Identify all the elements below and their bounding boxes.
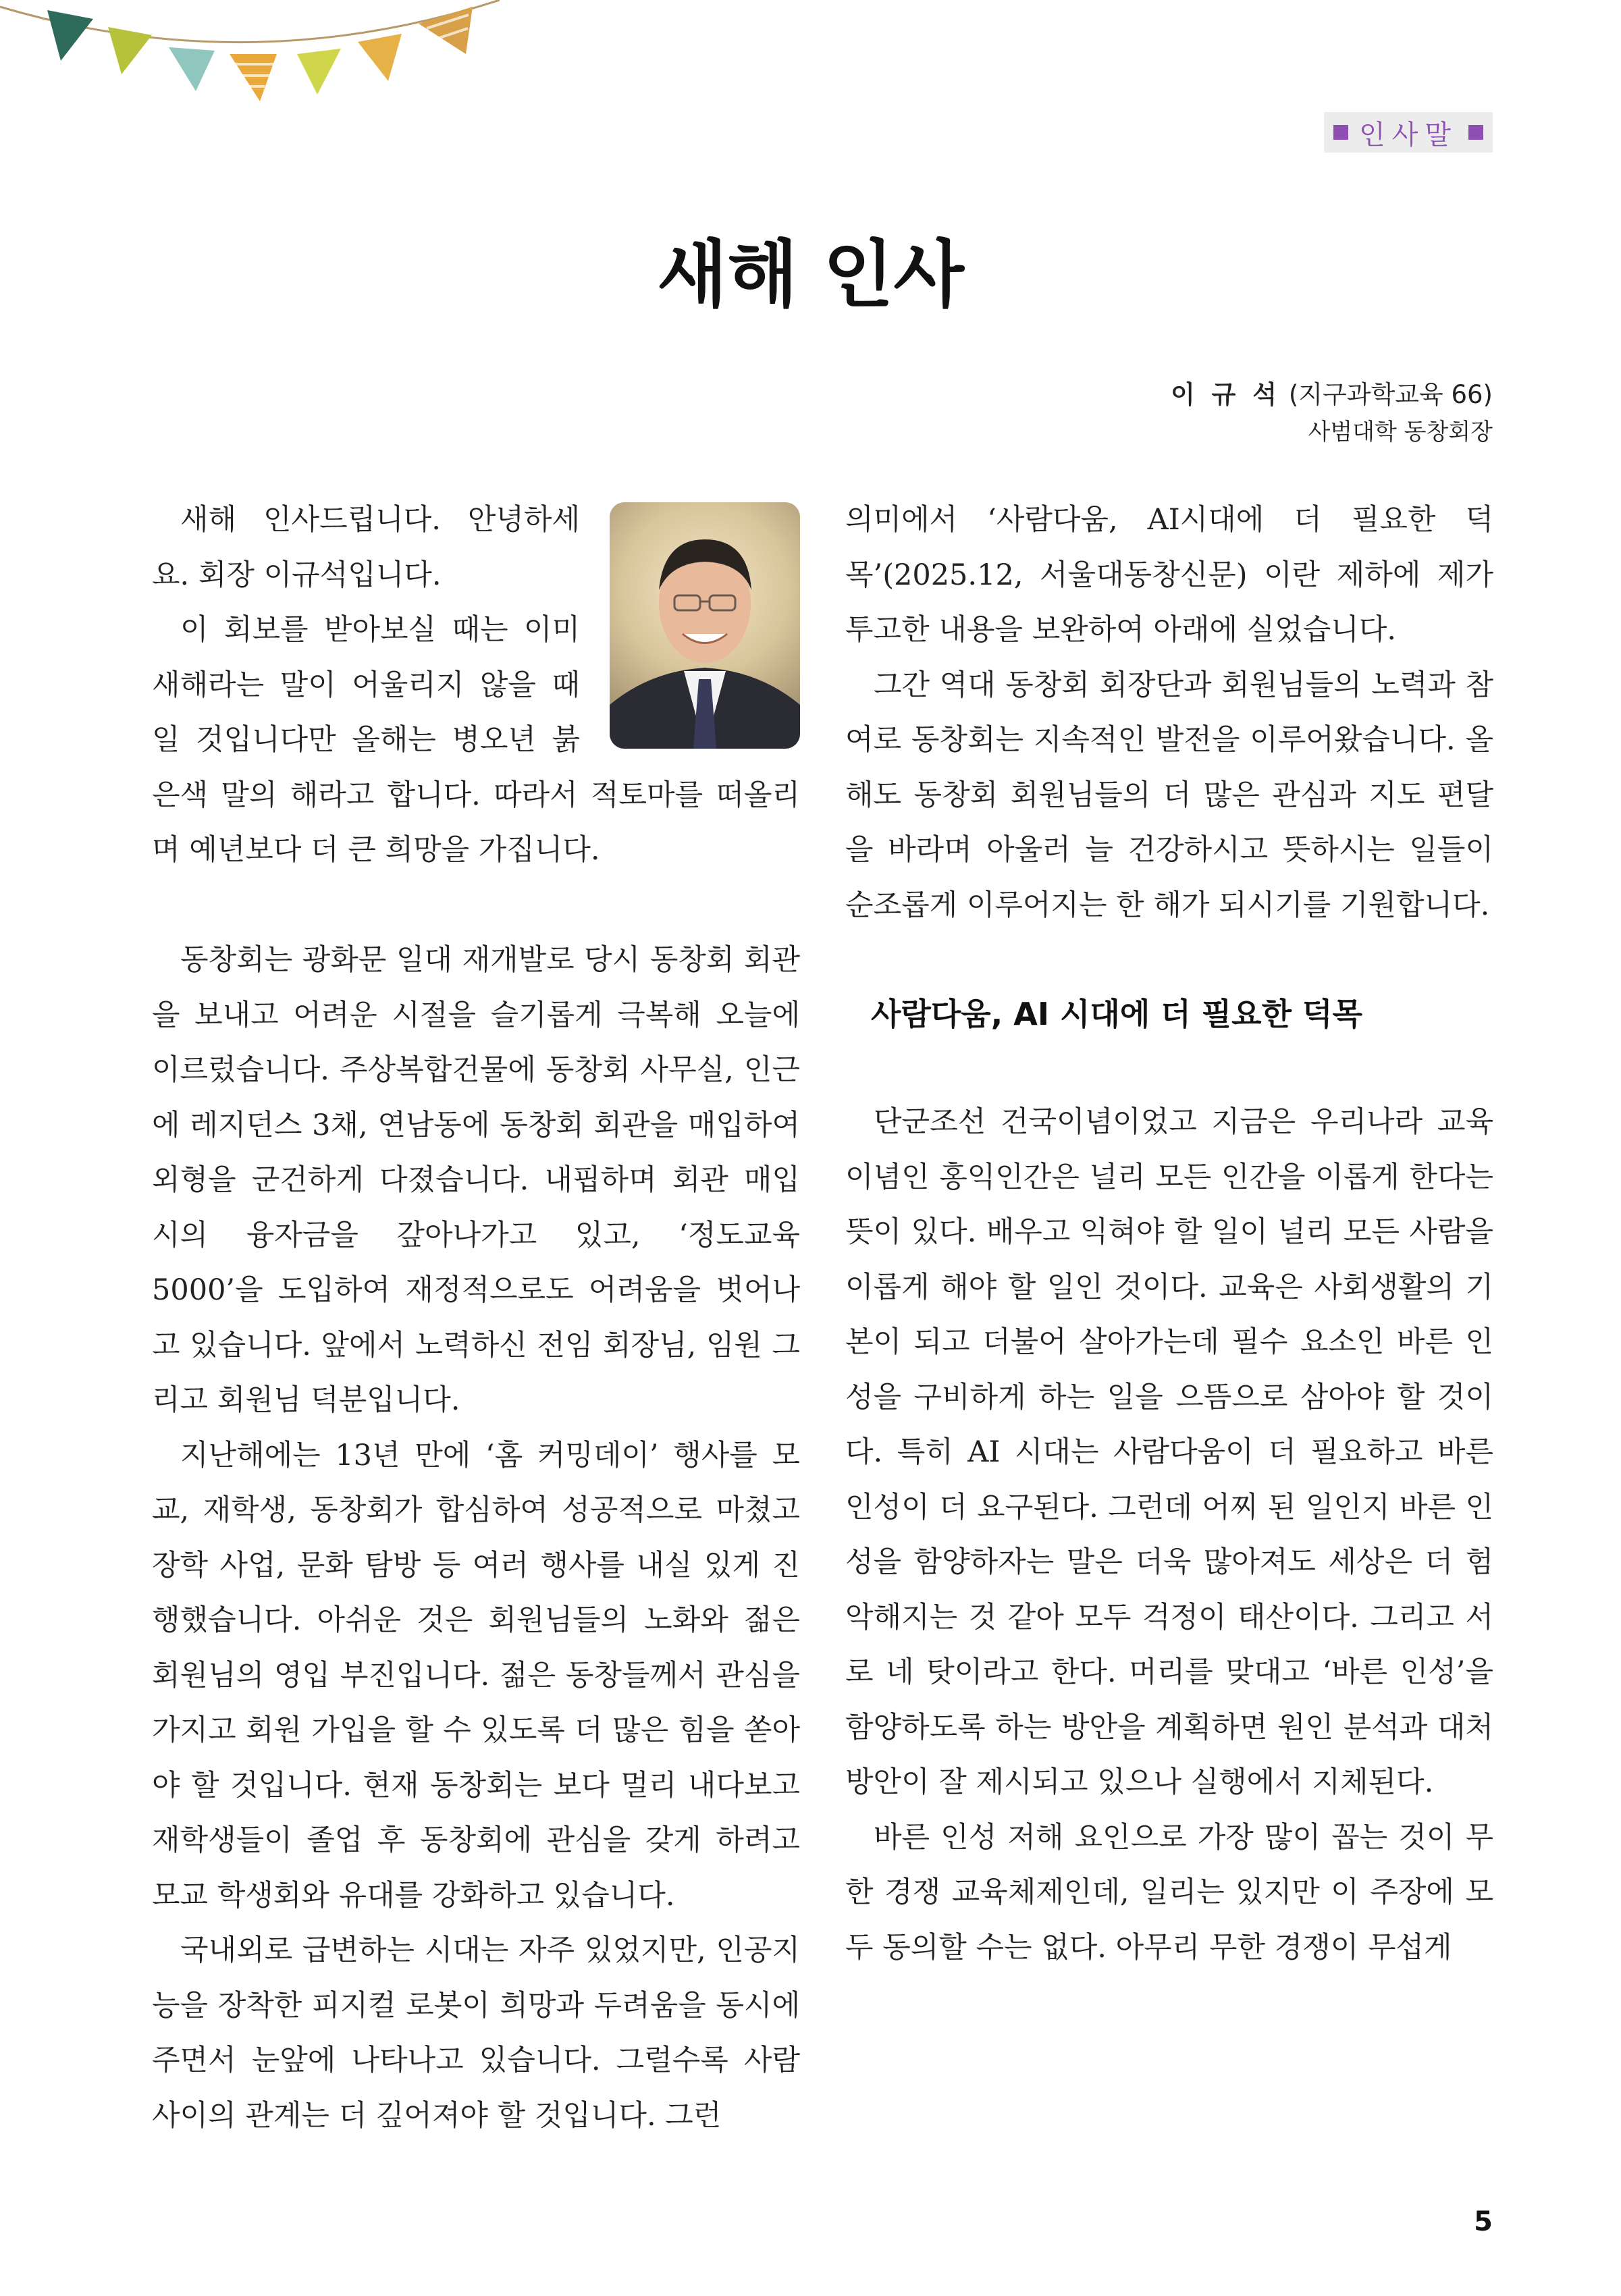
author-block [1171,375,1493,450]
paragraph: 바른 인성 저해 요인으로 가장 많이 꼽는 것이 무한 경쟁 교육체제인데, 일리는 있지만 이 주장에 모두 동의할 수는 없다. 아무리 무한 경쟁이 무섭게 [845,1820,1493,1965]
author-portrait [610,502,800,749]
paragraph: 국내외로 급변하는 시대는 자주 있었지만, 인공지능을 장착한 피지컬 로봇이 희망과 두려움을 동시에 주면서 눈앞에 나타나고 있습니다. 그럴수록 사람 사이의 관계는 더 깊어져야 할 것입니다. 그런 [152,1933,800,2133]
right-column [845,493,1493,1975]
author-name: 이 규 석 [1171,380,1281,409]
paragraph-gap [845,1048,1493,1095]
page-number: 5 [1474,2206,1493,2237]
left-column [152,493,800,2143]
section-subheading: 사람다움, AI 시대에 더 필요한 덕목 [871,996,1362,1032]
square-icon [1468,125,1483,140]
author-affiliation: (지구과학교육 66) [1288,380,1493,409]
paragraph: 단군조선 건국이념이었고 지금은 우리나라 교육이념인 홍익인간은 널리 모든 인간을 이롭게 한다는 뜻이 있다. 배우고 익혀야 할 일이 널리 모든 사람을 이롭게 해야 할 일인 것이다. 교육은 사회생활의 기본이 되고 더불어 살아가는데 필수 요소인 바른 인성을 구비하게 하는 일을 으뜸으로 삼아야 할 것이다. 특히 AI 시대는 사람다움이 더 필요하고 바른 인성이 더 요구된다. 그런데 어찌 된 일인지 바른 인성을 함양하자는 말은 더욱 많아져도 세상은 더 험악해지는 것 같아 모두 걱정이 태산이다. 그리고 서로 네 탓이라고 한다. 머리를 맞대고 ‘바른 인성’을 함양하도록 하는 방안을 계획하면 원인 분석과 대처 방안이 잘 제시되고 있으나 실행에서 지체된다. [845,1105,1493,1799]
page-title: 새해 인사 [657,233,964,317]
paragraph: 새해 인사드립니다. 안녕하세요. 회장 이규석입니다. [152,503,580,592]
section-label: 인사말 [1359,119,1458,151]
paragraph: 이 회보를 받아보실 때는 이미 새해라는 말이 어울리지 않을 때일 것입니다만 올해는 병오년 붉은색 말의 해라고 합니다. 따라서 적토마를 떠올리며 예년보다 더 큰 희망을 가집니다. [152,613,800,867]
paragraph: 동창회는 광화문 일대 재개발로 당시 동창회 회관을 보내고 어려운 시절을 슬기롭게 극복해 오늘에 이르렀습니다. 주상복합건물에 동창회 사무실, 인근에 레지던스 3채, 연남동에 동창회 회관을 매입하여 외형을 군건하게 다졌습니다. 내핍하며 회관 매입 시의 융자금을 갚아나가고 있고, ‘정도교육 5000’을 도입하여 재정적으로도 어려움을 벗어나고 있습니다. 앞에서 노력하신 전임 회장님, 임원 그리고 회원님 덕분입니다. [152,943,800,1417]
bunting-decoration [0,0,500,128]
paragraph-gap [152,878,800,934]
paragraph: 그간 역대 동창회 회장단과 회원님들의 노력과 참여로 동창회는 지속적인 발전을 이루어왔습니다. 올해도 동창회 회원님들의 더 많은 관심과 지도 편달을 바라며 아울러 늘 건강하시고 뜻하시는 일들이 순조롭게 이루어지는 한 해가 되시기를 기원합니다. [845,668,1493,922]
paragraph: 의미에서 ‘사람다움, AI시대에 더 필요한 덕목’(2025.12, 서울대동창신문) 이란 제하에 제가 투고한 내용을 보완하여 아래에 실었습니다. [845,503,1493,647]
portrait-illustration [610,502,800,749]
author-position: 사범대학 동창회장 [1308,419,1493,446]
section-tag [1324,112,1493,153]
square-icon [1333,125,1348,140]
paragraph-gap [845,933,1493,980]
paragraph: 지난해에는 13년 만에 ‘홈 커밍데이’ 행사를 모교, 재학생, 동창회가 합심하여 성공적으로 마쳤고 장학 사업, 문화 탐방 등 여러 행사를 내실 있게 진행했습니다. 아쉬운 것은 회원님들의 노화와 젊은 회원님의 영입 부진입니다. 젊은 동창들께서 관심을 가지고 회원 가입을 할 수 있도록 더 많은 힘을 쏟아야 할 것입니다. 현재 동창회는 보다 멀리 내다보고 재학생들이 졸업 후 동창회에 관심을 갖게 하려고 모교 학생회와 유대를 강화하고 있습니다. [152,1438,800,1913]
